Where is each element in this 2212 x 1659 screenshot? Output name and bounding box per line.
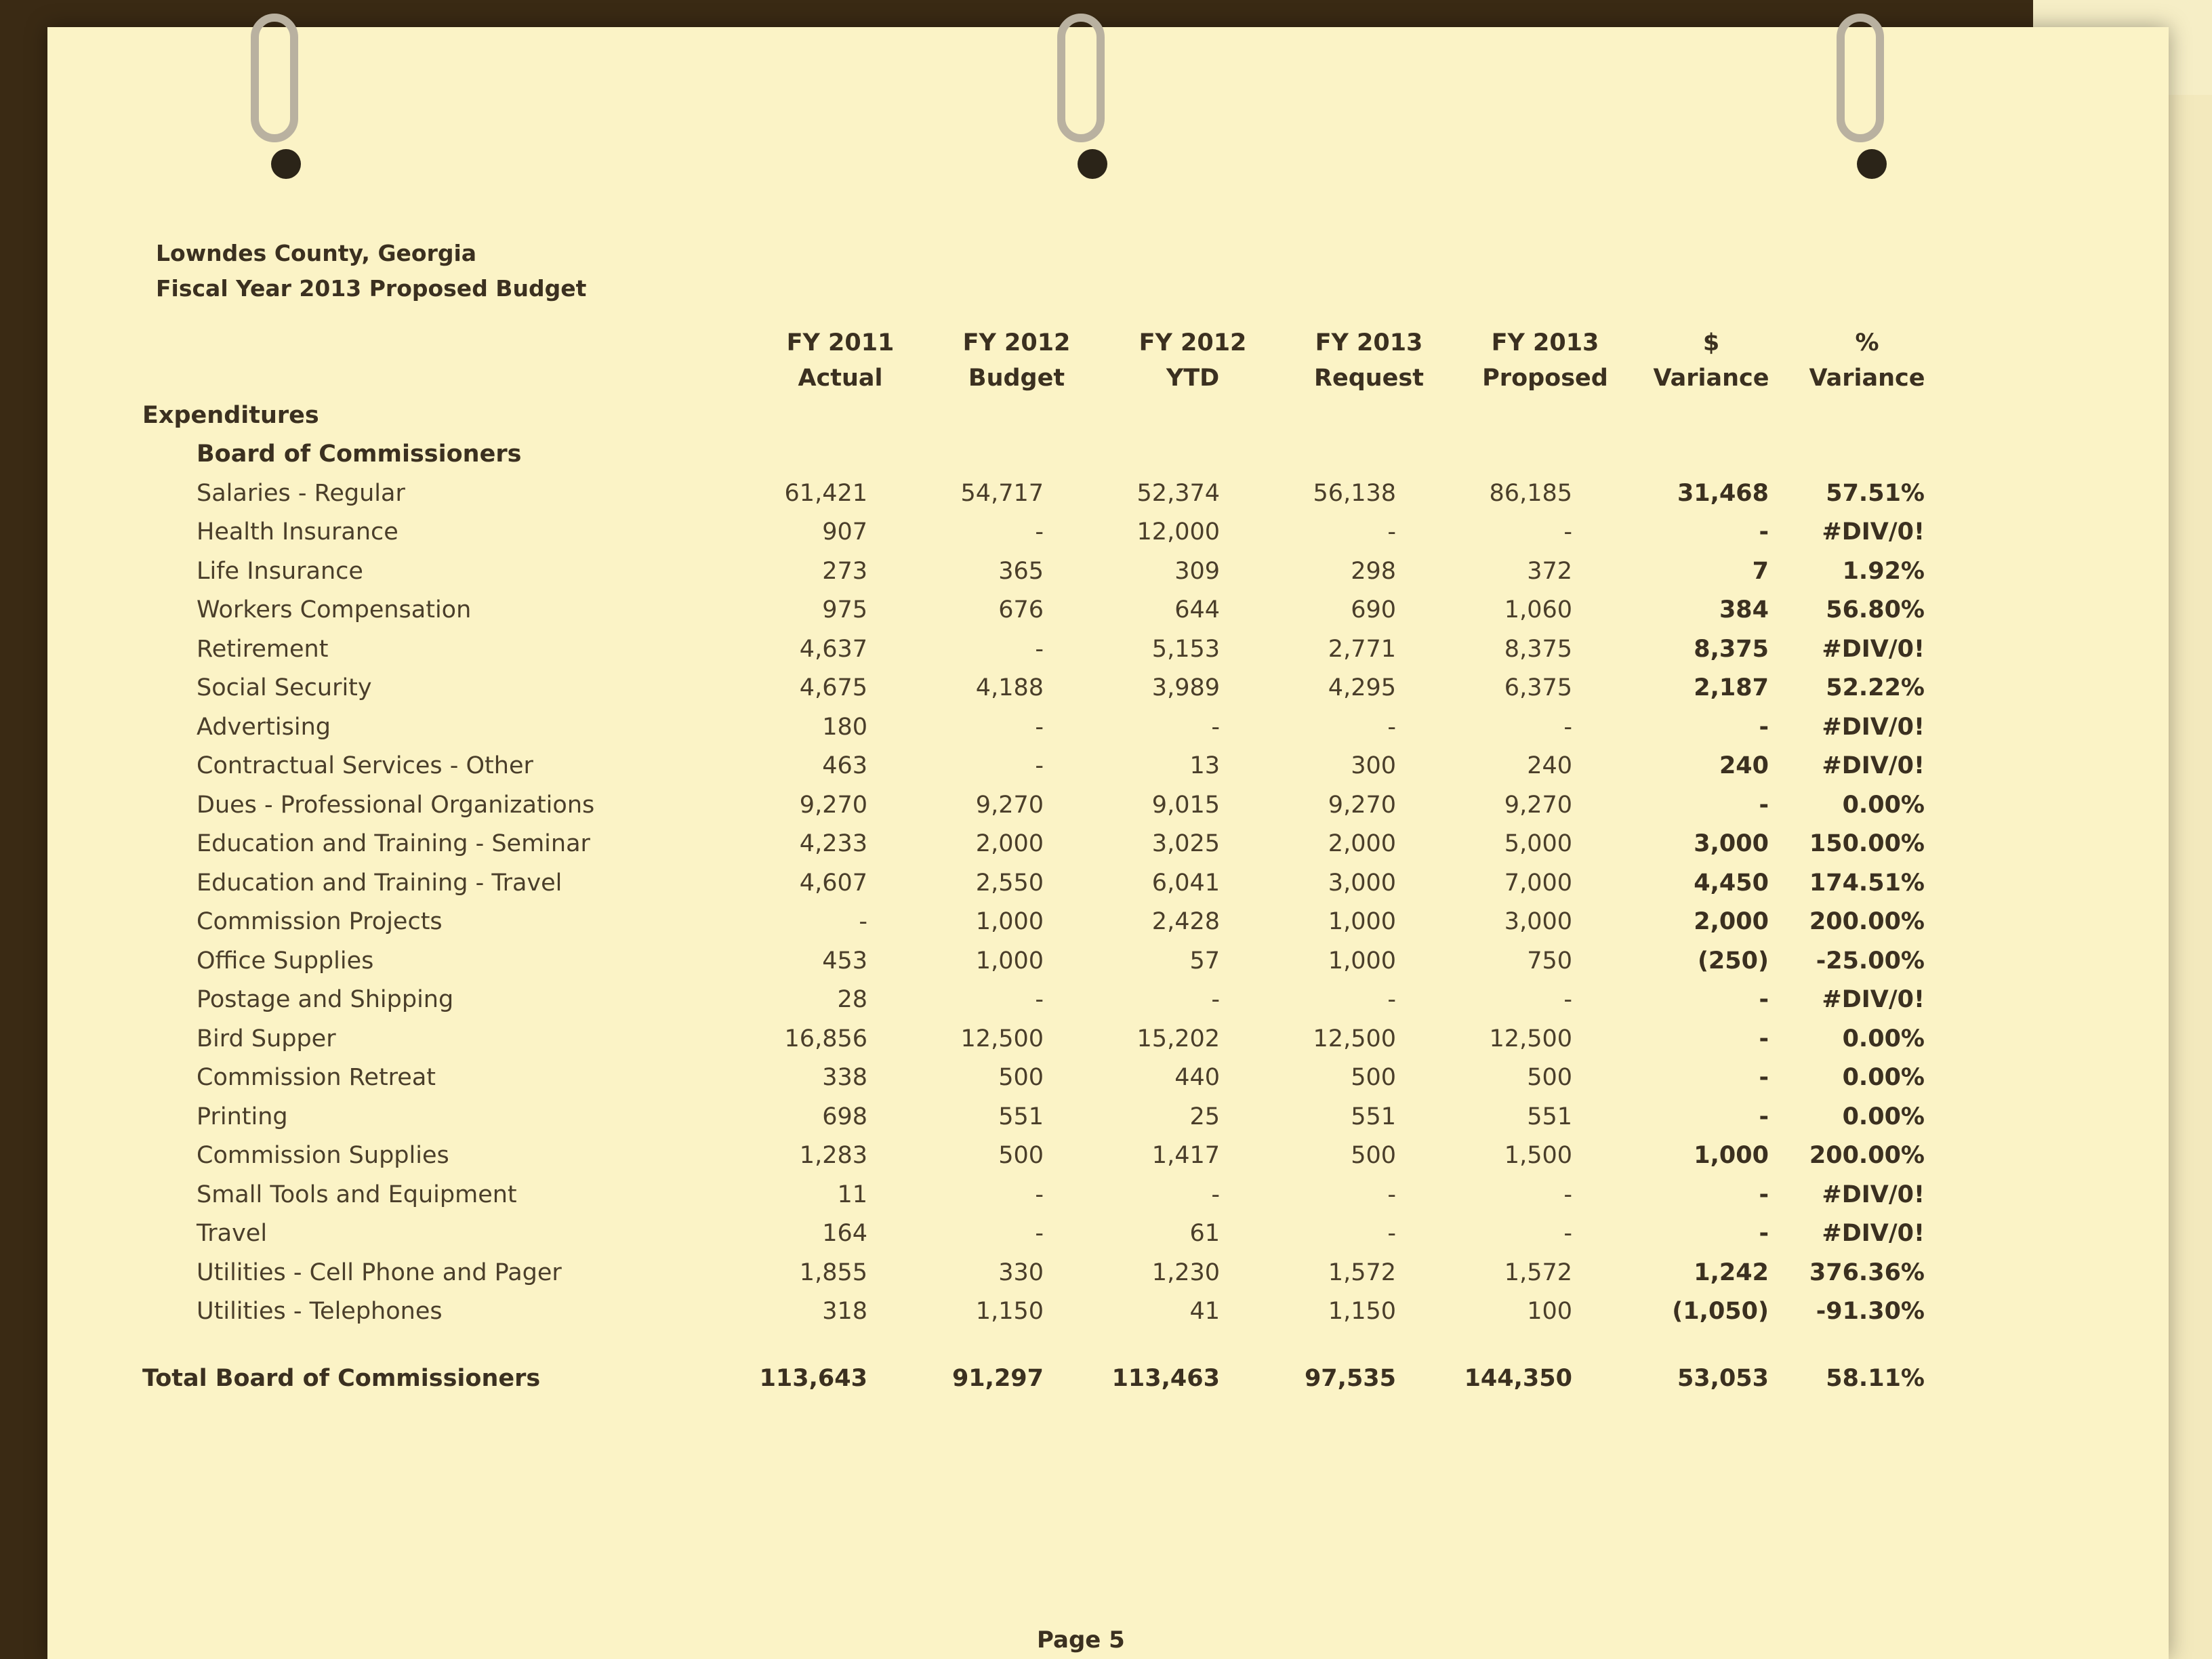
line-item-value: 750 — [1527, 947, 1572, 975]
line-item-label: Workers Compensation — [197, 596, 472, 624]
line-item-value: - — [1759, 1064, 1769, 1092]
line-item-value: - — [1211, 986, 1220, 1014]
line-item-label: Education and Training - Seminar — [197, 830, 590, 858]
line-item-value: - — [1387, 518, 1396, 546]
line-item-value: 1,060 — [1504, 596, 1572, 624]
table-row — [142, 513, 1945, 552]
line-item-label: Travel — [197, 1220, 268, 1248]
org-name: Lowndes County, Georgia — [156, 240, 477, 266]
line-item-value: 113,463 — [1111, 1365, 1220, 1392]
line-item-value: 1,230 — [1151, 1258, 1220, 1286]
line-item-value: - — [1563, 986, 1572, 1014]
line-item-value: 58.11% — [1826, 1365, 1925, 1392]
line-item-value: 6,041 — [1151, 869, 1220, 897]
line-item-value: 1,855 — [799, 1258, 867, 1286]
line-item-value: 100 — [1527, 1298, 1572, 1326]
line-item-value: #DIV/0! — [1822, 1220, 1925, 1248]
line-item-value: 3,000 — [1328, 869, 1396, 897]
line-item-value: 330 — [998, 1258, 1044, 1286]
line-item-value: 500 — [1351, 1142, 1396, 1170]
column-header-line1: FY 2013 — [1491, 329, 1599, 356]
line-item-value: 1,500 — [1504, 1142, 1572, 1170]
line-item-label: Salaries - Regular — [197, 479, 405, 507]
line-item-value: 9,270 — [799, 791, 867, 819]
table-header — [142, 325, 1945, 396]
line-item-value: 500 — [998, 1142, 1044, 1170]
line-item-label: Utilities - Telephones — [197, 1298, 443, 1326]
column-header — [1457, 325, 1633, 396]
line-item-value: 1,283 — [799, 1142, 867, 1170]
line-item-value: 31,468 — [1677, 479, 1769, 507]
line-item-value: 676 — [998, 596, 1044, 624]
line-item-value: 57 — [1189, 947, 1220, 975]
line-item-label: Commission Projects — [197, 908, 443, 936]
section-label: Expenditures — [142, 401, 319, 429]
table-row — [142, 747, 1945, 786]
column-header — [1281, 325, 1457, 396]
line-item-value: 57.51% — [1826, 479, 1925, 507]
line-item-value: (250) — [1697, 947, 1769, 975]
line-item-value: 1,417 — [1151, 1142, 1220, 1170]
column-header-line2: Proposed — [1482, 365, 1608, 392]
line-item-value: 500 — [998, 1064, 1044, 1092]
line-item-value: 54,717 — [960, 479, 1044, 507]
line-item-value: 5,153 — [1151, 635, 1220, 663]
line-item-value: - — [1759, 1181, 1769, 1208]
column-header-line1: FY 2012 — [962, 329, 1071, 356]
line-item-value: 53,053 — [1677, 1365, 1769, 1392]
line-item-value: 240 — [1719, 752, 1769, 780]
line-item-value: #DIV/0! — [1822, 713, 1925, 741]
line-item-value: 365 — [998, 557, 1044, 585]
line-item-value: 13 — [1189, 752, 1220, 780]
line-item-value: 9,015 — [1151, 791, 1220, 819]
table-row — [142, 1292, 1945, 1332]
line-item-label: Printing — [197, 1103, 288, 1130]
table-row — [142, 941, 1945, 981]
line-item-value: 4,675 — [799, 674, 867, 702]
line-item-value: 298 — [1351, 557, 1396, 585]
line-item-value: - — [1035, 635, 1044, 663]
line-item-value: 4,637 — [799, 635, 867, 663]
column-header — [1789, 325, 1945, 396]
column-header — [1105, 325, 1281, 396]
table-row — [142, 1214, 1945, 1254]
line-item-value: 1,000 — [1694, 1142, 1769, 1170]
line-item-value: 2,428 — [1151, 908, 1220, 936]
line-item-value: 338 — [822, 1064, 867, 1092]
line-item-value: -25.00% — [1816, 947, 1925, 975]
table-row — [142, 474, 1945, 513]
line-item-value: 97,535 — [1304, 1365, 1396, 1392]
table-row — [142, 669, 1945, 708]
line-item-value: - — [1035, 713, 1044, 741]
binder-ring-icon — [1057, 14, 1105, 142]
line-item-value: 690 — [1351, 596, 1396, 624]
line-item-value: 4,607 — [799, 869, 867, 897]
table-row — [142, 1019, 1945, 1059]
table-row — [142, 981, 1945, 1020]
line-item-value: - — [859, 908, 867, 936]
line-item-value: 91,297 — [951, 1365, 1044, 1392]
line-item-value: - — [1387, 1181, 1396, 1208]
line-item-label: Education and Training - Travel — [197, 869, 562, 897]
line-item-value: 9,270 — [975, 791, 1044, 819]
line-item-value: 52,374 — [1136, 479, 1220, 507]
line-item-value: - — [1211, 713, 1220, 741]
table-row — [142, 1253, 1945, 1292]
binder-ring-icon — [1837, 14, 1884, 142]
line-item-value: 376.36% — [1809, 1258, 1925, 1286]
line-item-value: - — [1759, 1103, 1769, 1130]
document-header — [156, 236, 586, 306]
line-item-value: - — [1035, 986, 1044, 1014]
line-item-value: 644 — [1174, 596, 1220, 624]
page-number: Page 5 — [1037, 1626, 1125, 1654]
line-item-value: 1,000 — [1328, 908, 1396, 936]
line-item-value: 61,421 — [784, 479, 867, 507]
line-item-label: Utilities - Cell Phone and Pager — [197, 1258, 562, 1286]
line-item-value: - — [1387, 1220, 1396, 1248]
line-item-value: - — [1759, 518, 1769, 546]
line-item-value: 975 — [822, 596, 867, 624]
line-item-value: 0.00% — [1842, 791, 1925, 819]
line-item-value: 1,150 — [1328, 1298, 1396, 1326]
line-item-value: - — [1563, 713, 1572, 741]
line-item-value: -91.30% — [1816, 1298, 1925, 1326]
line-item-value: 318 — [822, 1298, 867, 1326]
column-header-line2: Budget — [968, 365, 1065, 392]
line-item-value: 309 — [1174, 557, 1220, 585]
budget-table — [142, 325, 1945, 1392]
line-item-value: 9,270 — [1504, 791, 1572, 819]
line-item-value: 551 — [998, 1103, 1044, 1130]
line-item-value: 8,375 — [1694, 635, 1769, 663]
line-item-value: 500 — [1351, 1064, 1396, 1092]
line-item-value: 4,295 — [1328, 674, 1396, 702]
line-item-value: 1,572 — [1328, 1258, 1396, 1286]
line-item-value: 113,643 — [759, 1365, 867, 1392]
line-item-label: Health Insurance — [197, 518, 398, 546]
table-row — [142, 1175, 1945, 1214]
line-item-value: 551 — [1527, 1103, 1572, 1130]
header-row — [142, 325, 1945, 396]
line-item-value: - — [1563, 1181, 1572, 1208]
line-item-value: 12,000 — [1136, 518, 1220, 546]
column-header-line1: FY 2013 — [1315, 329, 1423, 356]
department-label: Board of Commissioners — [197, 441, 522, 468]
line-item-value: 500 — [1527, 1064, 1572, 1092]
line-item-value: 7 — [1752, 557, 1769, 585]
line-item-value: 1,000 — [975, 908, 1044, 936]
budget-page — [47, 27, 2169, 1659]
table-body — [142, 396, 1945, 1392]
line-item-value: 1,242 — [1694, 1258, 1769, 1286]
header-blank — [142, 325, 752, 396]
line-item-value: 2,000 — [1694, 908, 1769, 936]
line-item-value: (1,050) — [1672, 1298, 1769, 1326]
line-item-label: Office Supplies — [197, 947, 374, 975]
table-row — [142, 863, 1945, 903]
column-header-line1: FY 2012 — [1139, 329, 1247, 356]
line-item-value: #DIV/0! — [1822, 986, 1925, 1014]
line-item-value: 907 — [822, 518, 867, 546]
line-item-value: 25 — [1189, 1103, 1220, 1130]
line-item-value: 372 — [1527, 557, 1572, 585]
line-item-value: 240 — [1527, 752, 1572, 780]
line-item-label: Small Tools and Equipment — [197, 1181, 517, 1208]
column-header-line2: YTD — [1166, 365, 1220, 392]
punch-hole — [271, 149, 301, 179]
line-item-value: 698 — [822, 1103, 867, 1130]
punch-hole — [1857, 149, 1887, 179]
line-item-value: 28 — [837, 986, 867, 1014]
line-item-value: - — [1759, 1025, 1769, 1052]
line-item-value: 384 — [1719, 596, 1769, 624]
line-item-value: 56,138 — [1313, 479, 1396, 507]
line-item-value: 52.22% — [1826, 674, 1925, 702]
line-item-value: 1,150 — [975, 1298, 1044, 1326]
line-item-value: - — [1035, 1181, 1044, 1208]
line-item-value: 41 — [1189, 1298, 1220, 1326]
table-row — [142, 1097, 1945, 1136]
line-item-value: 1,000 — [975, 947, 1044, 975]
column-header-line2: Variance — [1653, 365, 1769, 392]
line-item-value: 3,000 — [1504, 908, 1572, 936]
table-row — [142, 1059, 1945, 1098]
line-item-label: Dues - Professional Organizations — [197, 791, 595, 819]
punch-hole — [1078, 149, 1107, 179]
table-row — [142, 1136, 1945, 1176]
line-item-value: 86,185 — [1489, 479, 1572, 507]
line-item-label: Life Insurance — [197, 557, 363, 585]
line-item-value: 440 — [1174, 1064, 1220, 1092]
line-item-label: Total Board of Commissioners — [142, 1365, 541, 1392]
column-header-line1: FY 2011 — [786, 329, 895, 356]
column-header-line2: Request — [1314, 365, 1424, 392]
line-item-value: - — [1211, 1181, 1220, 1208]
line-item-value: 1.92% — [1842, 557, 1925, 585]
table-row — [142, 825, 1945, 864]
line-item-value: 150.00% — [1809, 830, 1925, 858]
column-header — [928, 325, 1105, 396]
column-header-line2: Variance — [1809, 365, 1925, 392]
line-item-value: 6,375 — [1504, 674, 1572, 702]
line-item-value: 453 — [822, 947, 867, 975]
line-item-value: 0.00% — [1842, 1064, 1925, 1092]
line-item-value: 12,500 — [1313, 1025, 1396, 1052]
line-item-value: - — [1035, 518, 1044, 546]
line-item-value: - — [1387, 986, 1396, 1014]
line-item-label: Bird Supper — [197, 1025, 336, 1052]
column-header-line2: Actual — [798, 365, 883, 392]
line-item-value: 4,233 — [799, 830, 867, 858]
column-header — [1633, 325, 1789, 396]
line-item-value: 61 — [1189, 1220, 1220, 1248]
line-item-value: 3,989 — [1151, 674, 1220, 702]
line-item-value: 56.80% — [1826, 596, 1925, 624]
column-header — [752, 325, 928, 396]
line-item-value: 1,572 — [1504, 1258, 1572, 1286]
table-row — [142, 903, 1945, 942]
line-item-value: 7,000 — [1504, 869, 1572, 897]
line-item-label: Commission Supplies — [197, 1142, 449, 1170]
line-item-value: 551 — [1351, 1103, 1396, 1130]
line-item-value: 164 — [822, 1220, 867, 1248]
line-item-value: #DIV/0! — [1822, 1181, 1925, 1208]
line-item-value: 300 — [1351, 752, 1396, 780]
line-item-label: Retirement — [197, 635, 329, 663]
line-item-value: 0.00% — [1842, 1103, 1925, 1130]
line-item-value: 200.00% — [1809, 908, 1925, 936]
line-item-value: 4,450 — [1694, 869, 1769, 897]
table-row — [142, 785, 1945, 825]
line-item-value: 0.00% — [1842, 1025, 1925, 1052]
line-item-value: 174.51% — [1809, 869, 1925, 897]
line-item-value: - — [1759, 1220, 1769, 1248]
line-item-value: 2,771 — [1328, 635, 1396, 663]
table-row — [142, 630, 1945, 669]
line-item-value: 3,000 — [1694, 830, 1769, 858]
line-item-value: 15,202 — [1136, 1025, 1220, 1052]
line-item-value: 463 — [822, 752, 867, 780]
line-item-value: #DIV/0! — [1822, 635, 1925, 663]
line-item-value: - — [1759, 986, 1769, 1014]
table-row — [142, 552, 1945, 591]
line-item-value: #DIV/0! — [1822, 518, 1925, 546]
line-item-value: #DIV/0! — [1822, 752, 1925, 780]
line-item-value: 2,000 — [975, 830, 1044, 858]
line-item-value: 2,000 — [1328, 830, 1396, 858]
line-item-label: Social Security — [197, 674, 372, 702]
line-item-value: - — [1563, 518, 1572, 546]
line-item-value: 200.00% — [1809, 1142, 1925, 1170]
line-item-value: 11 — [837, 1181, 867, 1208]
section-row — [142, 396, 1945, 435]
line-item-value: - — [1563, 1220, 1572, 1248]
line-item-value: 5,000 — [1504, 830, 1572, 858]
line-item-value: 2,187 — [1694, 674, 1769, 702]
line-item-value: - — [1759, 713, 1769, 741]
line-item-value: 16,856 — [784, 1025, 867, 1052]
line-item-label: Commission Retreat — [197, 1064, 436, 1092]
line-item-value: 180 — [822, 713, 867, 741]
column-header-line1: % — [1855, 329, 1879, 356]
line-item-label: Advertising — [197, 713, 331, 741]
line-item-value: - — [1759, 791, 1769, 819]
total-row — [142, 1331, 1945, 1392]
line-item-value: 3,025 — [1151, 830, 1220, 858]
line-item-value: - — [1035, 1220, 1044, 1248]
line-item-value: 8,375 — [1504, 635, 1572, 663]
table-row — [142, 591, 1945, 630]
line-item-label: Contractual Services - Other — [197, 752, 533, 780]
line-item-value: 9,270 — [1328, 791, 1396, 819]
line-item-value: - — [1387, 713, 1396, 741]
line-item-value: 144,350 — [1464, 1365, 1572, 1392]
line-item-value: 2,550 — [975, 869, 1044, 897]
line-item-value: 1,000 — [1328, 947, 1396, 975]
line-item-value: 4,188 — [975, 674, 1044, 702]
column-header-line1: $ — [1702, 329, 1720, 356]
line-item-value: 12,500 — [960, 1025, 1044, 1052]
binder-ring-icon — [251, 14, 298, 142]
line-item-value: 12,500 — [1489, 1025, 1572, 1052]
table-row — [142, 708, 1945, 747]
document-subtitle: Fiscal Year 2013 Proposed Budget — [156, 275, 587, 302]
department-row — [142, 435, 1945, 474]
line-item-label: Postage and Shipping — [197, 986, 454, 1014]
line-item-value: 273 — [822, 557, 867, 585]
line-item-value: - — [1035, 752, 1044, 780]
